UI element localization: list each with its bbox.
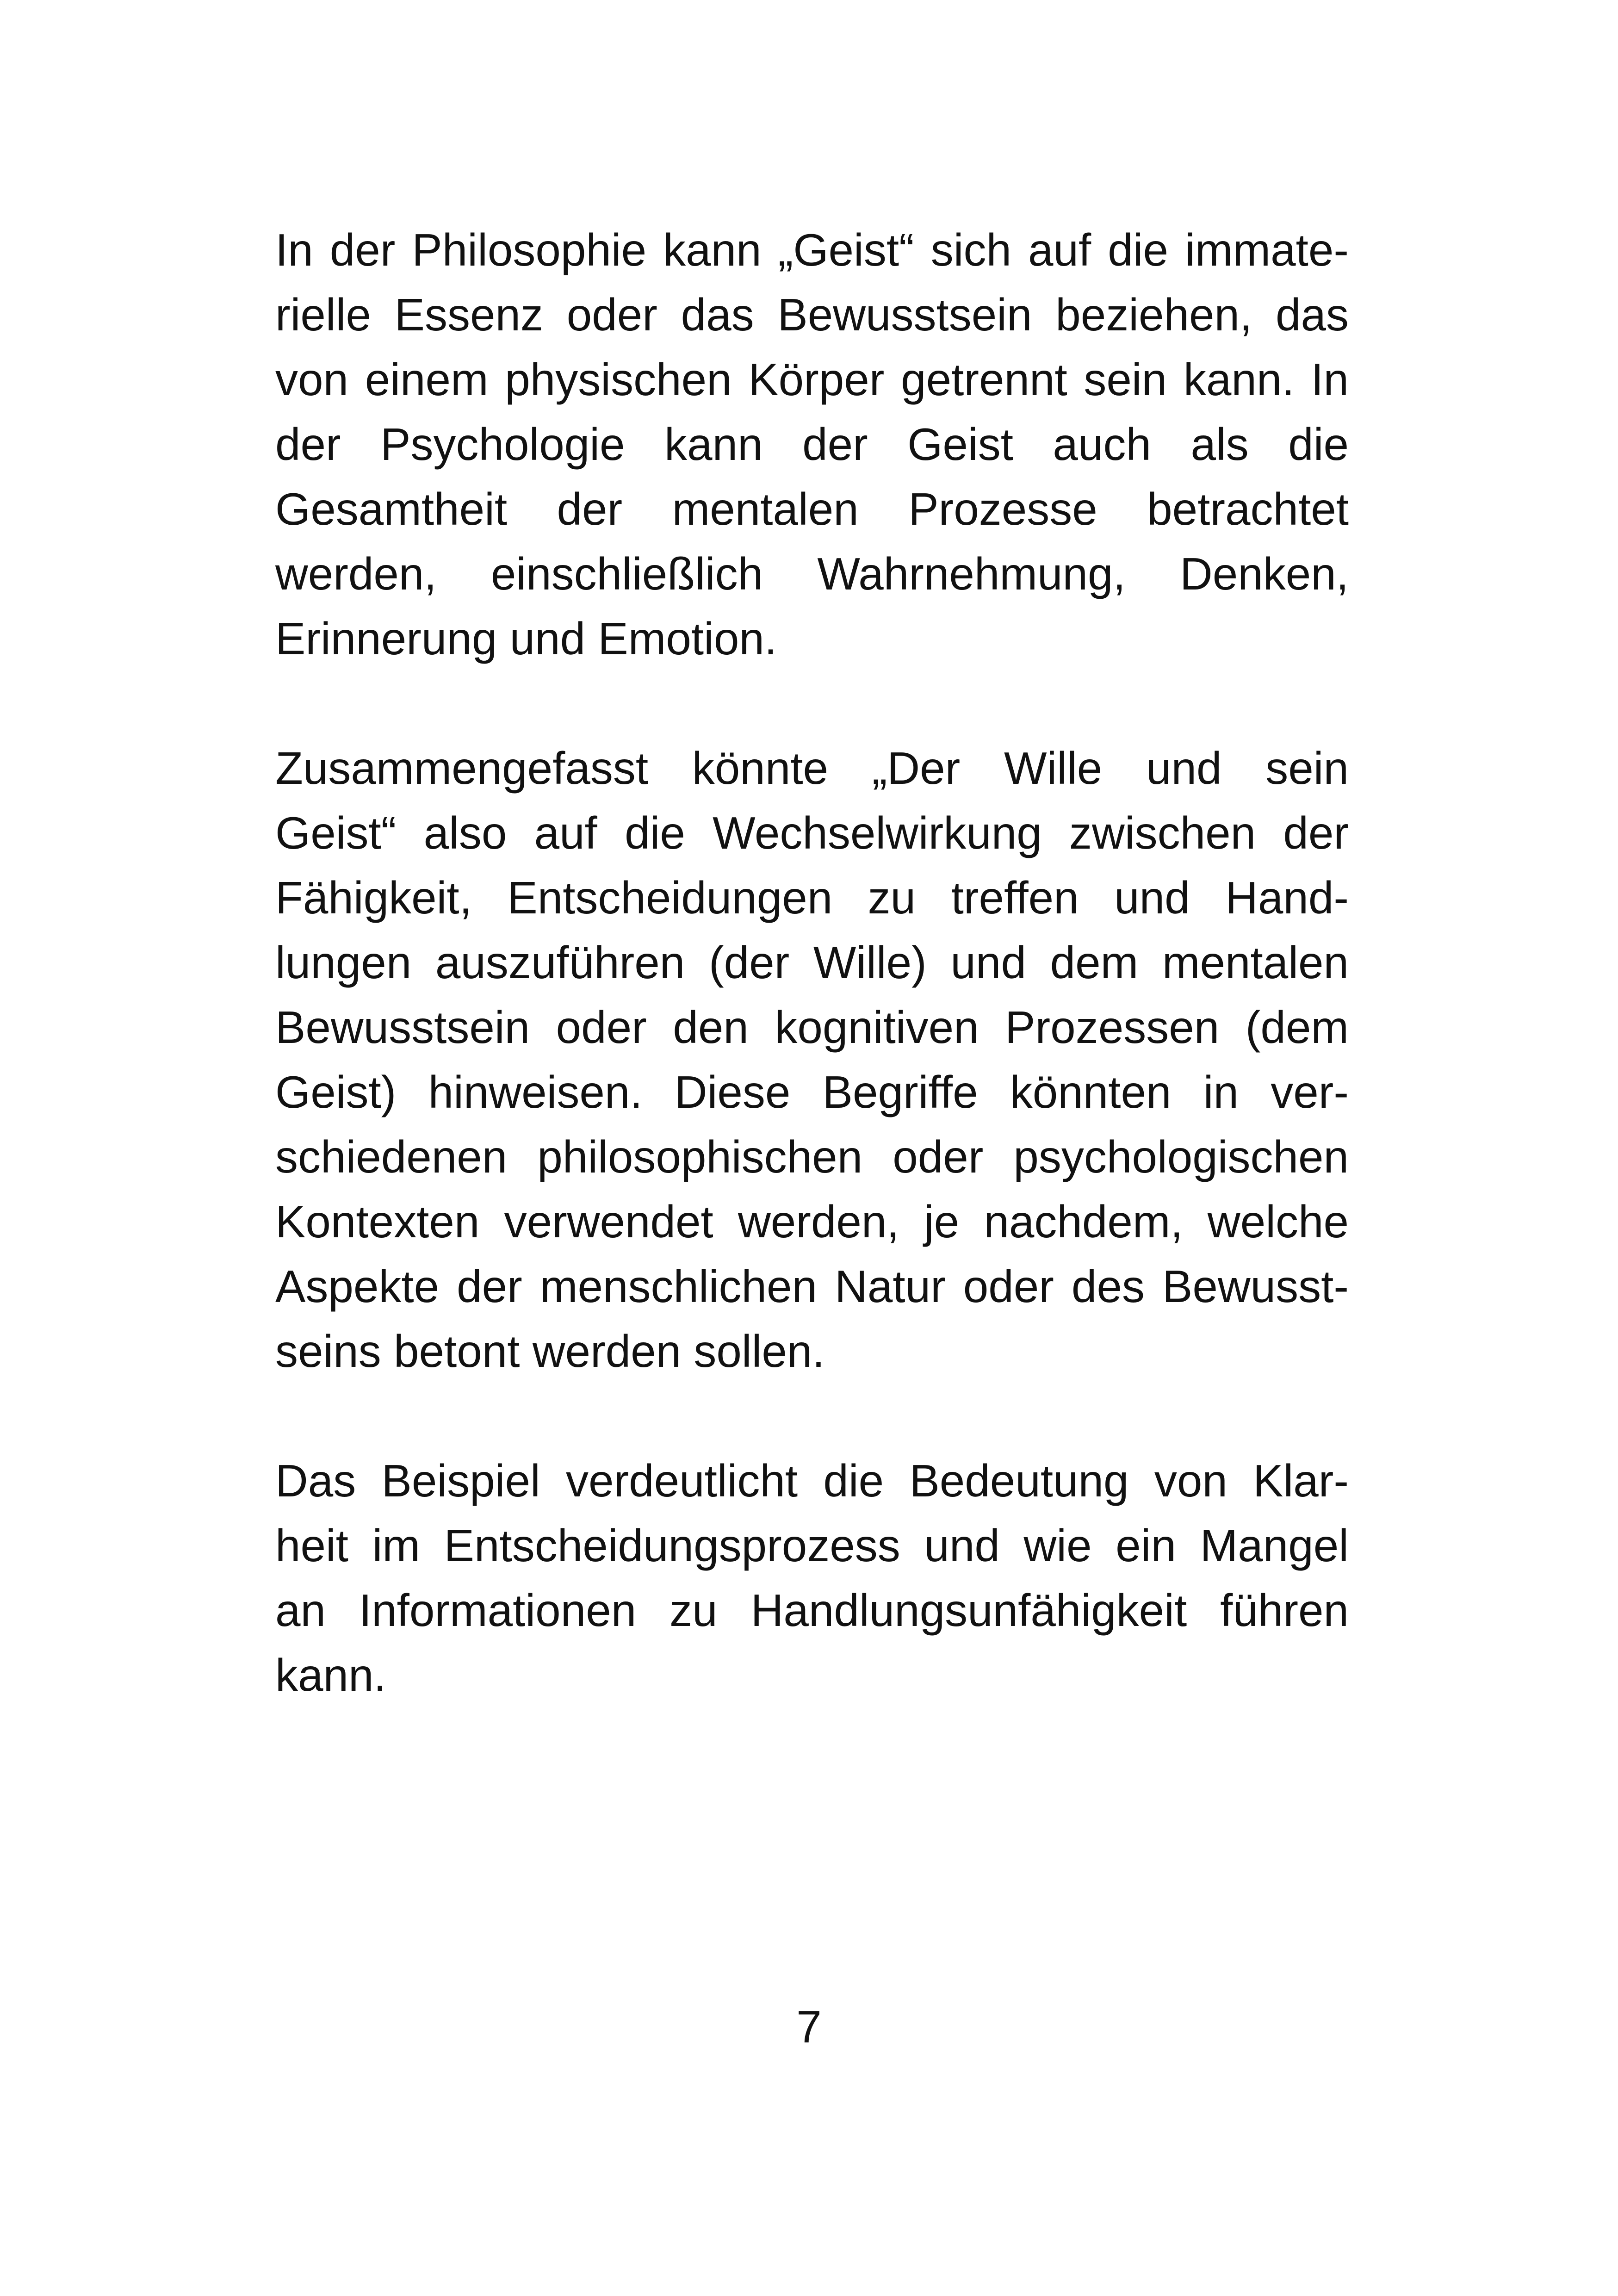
- text-line: Aspekte der menschlichen Natur oder des Bewusst-: [275, 1261, 1349, 1312]
- paragraph-2: [275, 736, 1349, 1384]
- text-line: schiedenen philosophischen oder psychologischen: [275, 1131, 1349, 1182]
- text-line: werden, einschließlich Wahrnehmung, Denken,: [275, 548, 1349, 599]
- paragraph-1: [275, 217, 1349, 671]
- text-line: In der Philosophie kann „Geist“ sich auf die immate-: [275, 224, 1349, 275]
- text-line: von einem physischen Körper getrennt sein kann. In: [275, 354, 1349, 405]
- text-line: kann.: [275, 1650, 386, 1700]
- text-line: Geist“ also auf die Wechselwirkung zwischen der: [275, 807, 1349, 858]
- text-line: lungen auszuführen (der Wille) und dem mentalen: [275, 937, 1349, 988]
- text-line: Geist) hinweisen. Diese Begriffe könnten in ver-: [275, 1067, 1349, 1117]
- page-number: 7: [796, 2001, 822, 2052]
- text-line: Erinnerung und Emotion.: [275, 613, 777, 664]
- text-line: heit im Entscheidungsprozess und wie ein Mangel: [275, 1520, 1349, 1571]
- text-line: an Informationen zu Handlungsunfähigkeit führen: [275, 1585, 1349, 1636]
- text-line: der Psychologie kann der Geist auch als die: [275, 419, 1349, 470]
- text-line: seins betont werden sollen.: [275, 1326, 825, 1377]
- text-line: Bewusstsein oder den kognitiven Prozessen (dem: [275, 1002, 1349, 1053]
- text-line: rielle Essenz oder das Bewusstsein beziehen, das: [275, 289, 1349, 340]
- text-line: Kontexten verwendet werden, je nachdem, welche: [275, 1196, 1349, 1247]
- body-text: [275, 217, 1349, 1772]
- text-line: Das Beispiel verdeutlicht die Bedeutung von Klar-: [275, 1455, 1349, 1506]
- text-line: Gesamtheit der mentalen Prozesse betrachtet: [275, 484, 1349, 534]
- text-line: Zusammengefasst könnte „Der Wille und sein: [275, 743, 1349, 794]
- text-line: Fähigkeit, Entscheidungen zu treffen und Hand-: [275, 872, 1349, 923]
- paragraph-3: [275, 1448, 1349, 1707]
